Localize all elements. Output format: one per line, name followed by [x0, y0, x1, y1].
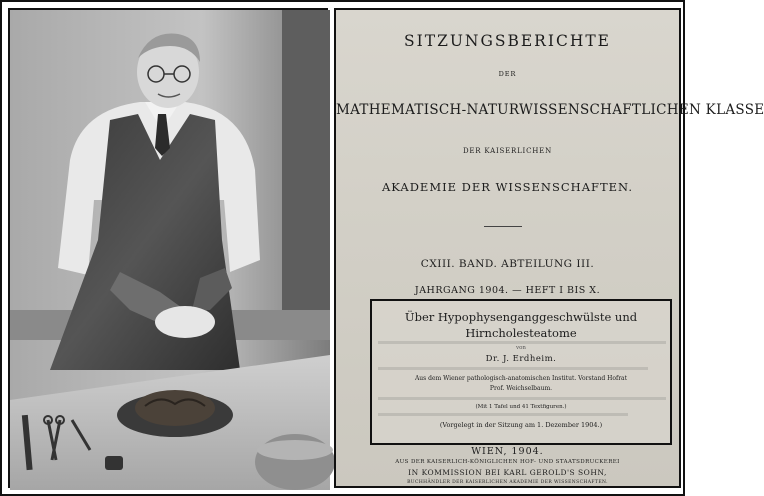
von-text: von — [516, 345, 526, 351]
imprint-printer: AUS DER KAISERLICH-KÖNIGLICHEN HOF- UND STAATSDRUCKEREI — [395, 459, 620, 465]
door-frame — [282, 10, 330, 310]
figures-note: (Mit 1 Tafel und 41 Textfiguren.) — [475, 404, 567, 410]
article-highlight-box — [370, 299, 672, 445]
series-title: SITZUNGSBERICHTE — [403, 32, 611, 50]
divider-rule — [484, 226, 522, 227]
imprint-bookseller: BUCHHÄNDLER DER KAISERLICHEN AKADEMIE DER WISSENSCHAFTEN. — [407, 480, 608, 485]
article-title-line1: Über Hypophysenganggeschwülste und — [404, 310, 638, 324]
der-text: DER — [498, 70, 517, 78]
imprint-city-year: WIEN, 1904. — [471, 446, 544, 457]
hands — [155, 306, 215, 338]
kaiserlichen-text: DER KAISERLICHEN — [462, 147, 553, 155]
volume-line: CXIII. BAND. ABTEILUNG III. — [420, 258, 595, 270]
portrait-illustration — [10, 10, 330, 490]
article-title-line2: Hirncholesteatome — [465, 326, 577, 340]
brain-specimen — [135, 390, 215, 426]
akademie-title: AKADEMIE DER WISSENSCHAFTEN. — [381, 180, 634, 194]
year-line: JAHRGANG 1904. — HEFT I BIS X. — [414, 285, 601, 296]
scientist-portrait-photo — [8, 8, 328, 488]
class-title: MATHEMATISCH-NATURWISSENSCHAFTLICHEN KLASSE — [336, 102, 764, 118]
article-author: Dr. J. Erdheim. — [485, 354, 557, 364]
title-page — [334, 8, 764, 488]
affiliation-line1: Aus dem Wiener pathologisch-anatomischen Institut. Vorstand Hofrat — [414, 375, 628, 382]
affiliation-line2: Prof. Weichselbaum. — [489, 385, 553, 392]
imprint-kommission: IN KOMMISSION BEI KARL GEROLD'S SOHN, — [408, 468, 607, 477]
bottle — [105, 456, 123, 470]
submission-note: (Vorgelegt in der Sitzung am 1. Dezember 1904.) — [439, 421, 603, 429]
